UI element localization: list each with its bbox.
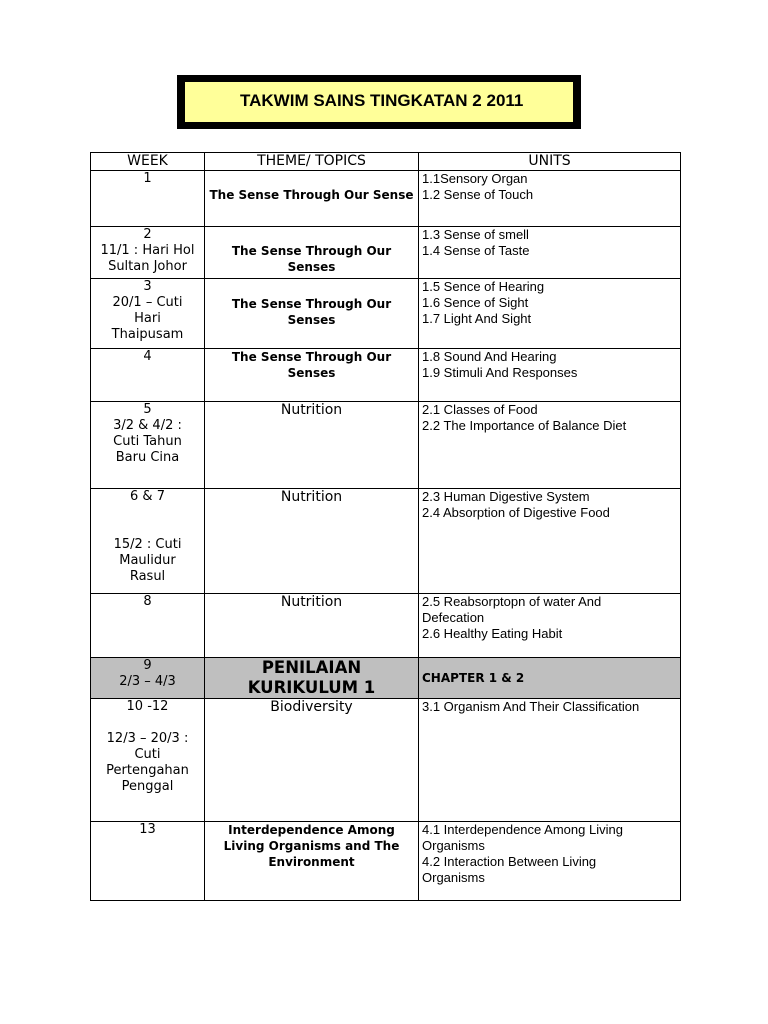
- table-row: [91, 171, 681, 227]
- header-week: WEEK: [91, 153, 205, 171]
- unit-line: 2.3 Human Digestive System: [422, 489, 590, 504]
- unit-line: 1.2 Sense of Touch: [422, 187, 534, 202]
- week-line: Sultan Johor: [108, 259, 187, 274]
- theme-cell: [205, 279, 419, 349]
- week-cell: [91, 402, 205, 489]
- week-cell: [91, 489, 205, 594]
- week-line: Hari: [134, 311, 161, 326]
- table-row: [91, 822, 681, 901]
- week-cell: [91, 279, 205, 349]
- unit-line: 3.1 Organism And Their Classification: [422, 699, 640, 714]
- week-line: 9: [143, 658, 152, 673]
- week-line: 13: [139, 822, 156, 837]
- theme-cell: [205, 349, 419, 402]
- week-line: 2/3 – 4/3: [119, 674, 176, 689]
- theme-text: The Sense Through Our Senses: [231, 244, 392, 274]
- unit-line: 1.8 Sound And Hearing: [422, 349, 557, 364]
- units-cell: [419, 227, 681, 279]
- header-row: [91, 153, 681, 171]
- unit-line: 4.2 Interaction Between Living: [422, 854, 597, 869]
- unit-line: 2.1 Classes of Food: [422, 402, 538, 417]
- table-row: [91, 402, 681, 489]
- title-highlight: [185, 82, 573, 122]
- week-line: Penggal: [121, 779, 174, 794]
- week-cell: [91, 699, 205, 822]
- theme-cell: [205, 171, 419, 227]
- units-cell: [419, 699, 681, 822]
- theme-text: The Sense Through Our Senses: [231, 350, 392, 380]
- week-line: Rasul: [129, 569, 166, 584]
- unit-line: CHAPTER 1 & 2: [422, 671, 525, 685]
- week-cell: [91, 658, 205, 699]
- week-cell: [91, 822, 205, 901]
- theme-text: Interdependence Among Living Organisms and The Environment: [223, 823, 400, 869]
- week-line: [94, 505, 201, 521]
- theme-text: Nutrition: [280, 402, 343, 418]
- unit-line: 2.2 The Importance of Balance Diet: [422, 418, 627, 433]
- document-title: TAKWIM SAINS TINGKATAN 2 2011: [240, 91, 524, 110]
- week-line: 2: [143, 227, 152, 242]
- unit-line: 1.6 Sence of Sight: [422, 295, 529, 310]
- unit-line: Defecation: [422, 610, 485, 625]
- title-box: [177, 75, 581, 129]
- header-theme: THEME/ TOPICS: [205, 153, 419, 171]
- week-cell: [91, 227, 205, 279]
- units-cell: [419, 658, 681, 699]
- table-row: [91, 227, 681, 279]
- units-cell: [419, 279, 681, 349]
- theme-cell: [205, 658, 419, 699]
- table-row: [91, 279, 681, 349]
- unit-line: 1.1Sensory Organ: [422, 171, 528, 186]
- units-cell: [419, 489, 681, 594]
- week-line: 8: [143, 594, 152, 609]
- unit-line: 2.6 Healthy Eating Habit: [422, 626, 563, 641]
- units-cell: [419, 402, 681, 489]
- theme-cell: [205, 594, 419, 658]
- theme-text: The Sense Through Our Senses: [231, 297, 392, 327]
- unit-line: 2.4 Absorption of Digestive Food: [422, 505, 610, 520]
- week-cell: [91, 594, 205, 658]
- header-units: UNITS: [419, 153, 681, 171]
- theme-text: Nutrition: [280, 489, 343, 505]
- units-cell: [419, 171, 681, 227]
- theme-text: Biodiversity: [270, 699, 353, 715]
- theme-text: Nutrition: [280, 594, 343, 610]
- week-line: 12/3 – 20/3 :: [106, 731, 189, 746]
- week-line: 1: [143, 171, 152, 186]
- table-row: [91, 489, 681, 594]
- table-row-assessment: [91, 658, 681, 699]
- week-line: 20/1 – Cuti: [112, 295, 183, 310]
- week-cell: [91, 349, 205, 402]
- table-row: [91, 699, 681, 822]
- theme-cell: [205, 489, 419, 594]
- week-line: 10 -12: [126, 699, 169, 714]
- week-cell: [91, 171, 205, 227]
- schedule-table: [90, 152, 681, 901]
- theme-cell: [205, 699, 419, 822]
- unit-line: Organisms: [422, 870, 485, 885]
- theme-cell: [205, 822, 419, 901]
- units-cell: [419, 349, 681, 402]
- week-line: 11/1 : Hari Hol: [100, 243, 195, 258]
- theme-text: The Sense Through Our Sense: [209, 188, 414, 202]
- unit-line: 1.5 Sence of Hearing: [422, 279, 545, 294]
- unit-line: 1.3 Sense of smell: [422, 227, 529, 242]
- week-line: 4: [143, 349, 152, 364]
- unit-line: 2.5 Reabsorptopn of water And: [422, 594, 602, 609]
- week-line: [94, 715, 201, 731]
- units-cell: [419, 822, 681, 901]
- week-line: Cuti: [134, 747, 161, 762]
- table-row: [91, 349, 681, 402]
- unit-line: Organisms: [422, 838, 485, 853]
- week-line: Baru Cina: [115, 450, 180, 465]
- week-line: 15/2 : Cuti: [113, 537, 182, 552]
- week-line: 6 & 7: [130, 489, 165, 504]
- unit-line: 4.1 Interdependence Among Living: [422, 822, 623, 837]
- theme-cell: [205, 402, 419, 489]
- week-line: 3: [143, 279, 152, 294]
- week-line: 3/2 & 4/2 :: [113, 418, 182, 433]
- week-line: Maulidur: [119, 553, 176, 568]
- week-line: Thaipusam: [111, 327, 184, 342]
- table-row: [91, 594, 681, 658]
- week-line: Cuti Tahun: [113, 434, 182, 449]
- units-cell: [419, 594, 681, 658]
- unit-line: 1.7 Light And Sight: [422, 311, 532, 326]
- week-line: 5: [143, 402, 152, 417]
- week-line: Pertengahan: [106, 763, 189, 778]
- unit-line: 1.9 Stimuli And Responses: [422, 365, 578, 380]
- theme-cell: [205, 227, 419, 279]
- week-line: [94, 521, 201, 537]
- theme-text: PENILAIAN KURIKULUM 1: [247, 658, 376, 697]
- unit-line: 1.4 Sense of Taste: [422, 243, 530, 258]
